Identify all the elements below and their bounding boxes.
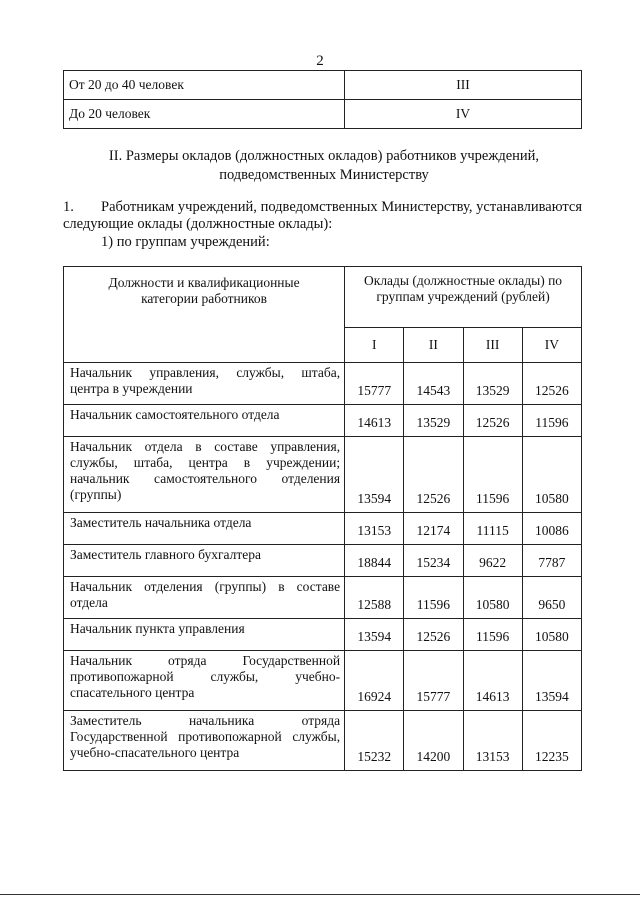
salary-cell: 9650 <box>522 577 581 619</box>
group-header: I <box>345 328 404 363</box>
table-row <box>64 100 582 129</box>
position-cell: Начальник самостоятельного отдела <box>64 405 345 437</box>
criteria-label: До 20 человек <box>64 100 345 129</box>
salary-cell: 14613 <box>463 651 522 711</box>
section-title-line: подведомственных Министерству <box>219 167 429 183</box>
group-header: IV <box>522 328 581 363</box>
table-row <box>64 619 582 651</box>
salary-cell: 11596 <box>404 577 463 619</box>
table-row <box>64 363 582 405</box>
salary-cell: 13153 <box>463 711 522 771</box>
salary-cell: 15234 <box>404 545 463 577</box>
salary-cell: 14543 <box>404 363 463 405</box>
salary-cell: 10580 <box>522 437 581 513</box>
salary-cell: 12526 <box>404 437 463 513</box>
salary-table-body <box>64 363 582 771</box>
table-row <box>64 577 582 619</box>
table-row <box>64 437 582 513</box>
salary-cell: 11596 <box>463 619 522 651</box>
group-criteria-table <box>63 70 582 129</box>
salary-cell: 10580 <box>463 577 522 619</box>
paragraph-1 <box>63 199 582 233</box>
position-cell: Начальник отделения (группы) в составе отдела <box>64 577 345 619</box>
criteria-label: От 20 до 40 человек <box>64 71 345 100</box>
table-row <box>64 405 582 437</box>
salary-cell: 10580 <box>522 619 581 651</box>
position-cell: Заместитель главного бухгалтера <box>64 545 345 577</box>
salary-cell: 15777 <box>345 363 404 405</box>
salary-cell: 12526 <box>404 619 463 651</box>
section-title-line: II. Размеры окладов (должностных окладов) работников учреждений, <box>108 148 540 164</box>
salary-cell: 16924 <box>345 651 404 711</box>
paragraph-text: Работникам учреждений, подведомственных Министерству, устанавливаются следующие оклады (должностные оклады): <box>63 199 582 232</box>
salary-cell: 13529 <box>463 363 522 405</box>
group-value: IV <box>345 100 582 129</box>
salary-cell: 12588 <box>345 577 404 619</box>
salary-cell: 7787 <box>522 545 581 577</box>
salary-cell: 11596 <box>463 437 522 513</box>
salary-cell: 15232 <box>345 711 404 771</box>
header-row <box>64 267 582 328</box>
position-cell: Начальник управления, службы, штаба, центра в учреждении <box>64 363 345 405</box>
page-number: 2 <box>316 53 324 69</box>
salary-cell: 12235 <box>522 711 581 771</box>
salary-cell: 11115 <box>463 513 522 545</box>
bottom-rule <box>0 894 640 895</box>
salary-cell: 18844 <box>345 545 404 577</box>
position-cell: Начальник отдела в составе управления, службы, штаба, центра в учреждении; начальник самостоятельного отделения (группы) <box>64 437 345 513</box>
table-row <box>64 711 582 771</box>
salary-cell: 13153 <box>345 513 404 545</box>
section-title <box>60 147 588 185</box>
position-column-header: Должности и квалификационные категории работников <box>64 267 345 363</box>
salary-column-header: Оклады (должностные оклады) по группам учреждений (рублей) <box>345 267 582 328</box>
salary-cell: 12526 <box>463 405 522 437</box>
salary-cell: 13529 <box>404 405 463 437</box>
salary-cell: 9622 <box>463 545 522 577</box>
table-row <box>64 545 582 577</box>
paragraph-2: 1) по группам учреждений: <box>101 234 270 250</box>
salary-cell: 14613 <box>345 405 404 437</box>
salary-cell: 14200 <box>404 711 463 771</box>
position-cell: Начальник пункта управления <box>64 619 345 651</box>
position-cell: Начальник отряда Государственной противопожарной службы, учебно-спасательного центра <box>64 651 345 711</box>
group-header: III <box>463 328 522 363</box>
table-row <box>64 513 582 545</box>
position-cell: Заместитель начальника отряда Государственной противопожарной службы, учебно-спасательного центра <box>64 711 345 771</box>
salary-cell: 13594 <box>522 651 581 711</box>
salary-table <box>63 266 582 771</box>
paragraph-number: 1. <box>63 199 74 215</box>
salary-cell: 11596 <box>522 405 581 437</box>
salary-cell: 13594 <box>345 437 404 513</box>
salary-cell: 15777 <box>404 651 463 711</box>
position-cell: Заместитель начальника отдела <box>64 513 345 545</box>
salary-cell: 12174 <box>404 513 463 545</box>
salary-cell: 13594 <box>345 619 404 651</box>
table-row <box>64 651 582 711</box>
salary-cell: 10086 <box>522 513 581 545</box>
table-row <box>64 71 582 100</box>
salary-cell: 12526 <box>522 363 581 405</box>
group-header: II <box>404 328 463 363</box>
group-value: III <box>345 71 582 100</box>
